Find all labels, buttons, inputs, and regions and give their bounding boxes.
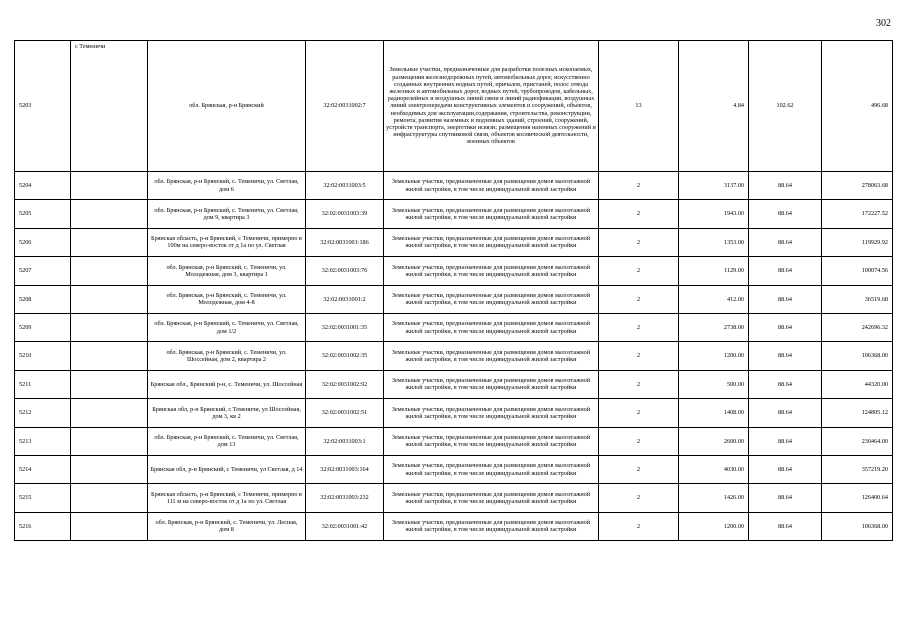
page-number: 302 [876, 18, 891, 29]
area-cell: 412.00 [679, 285, 749, 313]
address-cell: обл. Брянская, р-н Брянский, с. Теменичи, ул. Светлая, дом 6 [148, 172, 306, 200]
locality-prefix [71, 172, 148, 200]
cadastral-value-cell: 44320.00 [822, 370, 893, 398]
cadastral-value-cell: 126400.64 [822, 484, 893, 512]
cadastral-number-cell: 32:02:0031001:42 [306, 512, 384, 540]
table-body [15, 41, 893, 541]
area-cell: 2600.00 [679, 427, 749, 455]
cadastral-value-cell: 119929.92 [822, 228, 893, 256]
locality-prefix [71, 228, 148, 256]
row-number: 5214 [15, 455, 71, 483]
cadastral-value-cell: 100074.56 [822, 257, 893, 285]
cadastral-value-cell: 124805.12 [822, 399, 893, 427]
specific-value-cell: 88.64 [749, 427, 822, 455]
land-use-cell: Земельные участки, предназначенные для размещения домов малоэтажной жилой застройки, в том числе индивидуальной жилой застройки [384, 285, 599, 313]
area-cell: 3137.00 [679, 172, 749, 200]
row-number: 5209 [15, 313, 71, 341]
table-row [15, 370, 893, 398]
land-use-cell: Земельные участки, предназначенные для размещения домов малоэтажной жилой застройки, в том числе индивидуальной жилой застройки [384, 200, 599, 228]
address-cell: обл. Брянская, р-н Брянский [148, 41, 306, 172]
locality-prefix [71, 41, 148, 172]
locality-note: с Теменичи [75, 43, 106, 51]
row-number: 5210 [15, 342, 71, 370]
land-use-cell: Земельные участки, предназначенные для размещения домов малоэтажной жилой застройки, в том числе индивидуальной жилой застройки [384, 512, 599, 540]
area-cell: 1353.00 [679, 228, 749, 256]
cadastral-number-cell: 32:02:0031003:5 [306, 172, 384, 200]
table-row [15, 427, 893, 455]
group-code-cell: 2 [599, 313, 679, 341]
table-row [15, 399, 893, 427]
cadastral-number-cell: 32:02:0031001:2 [306, 285, 384, 313]
land-use-cell: Земельные участки, предназначенные для размещения домов малоэтажной жилой застройки, в том числе индивидуальной жилой застройки [384, 455, 599, 483]
row-number: 5211 [15, 370, 71, 398]
locality-prefix [71, 313, 148, 341]
group-code-cell: 2 [599, 427, 679, 455]
address-cell: обл. Брянская, р-н Брянский, с. Теменичи, ул. Светлая, дом 9, квартира 3 [148, 200, 306, 228]
locality-prefix [71, 370, 148, 398]
specific-value-cell: 88.64 [749, 200, 822, 228]
group-code-cell: 2 [599, 228, 679, 256]
land-use-cell: Земельные участки, предназначенные для размещения домов малоэтажной жилой застройки, в том числе индивидуальной жилой застройки [384, 228, 599, 256]
row-number: 5213 [15, 427, 71, 455]
table-row [15, 172, 893, 200]
table-row [15, 484, 893, 512]
cadastral-number-cell: 32:02:0031003:39 [306, 200, 384, 228]
address-cell: Брянская обл, р-н Брянский, с Теменичи, ул Светлая, д 14 [148, 455, 306, 483]
locality-prefix [71, 285, 148, 313]
cadastral-number-cell: 32:02:0031001:186 [306, 228, 384, 256]
address-cell: Брянская обл, р-н Брянский, с Теменичи, ул Шоссейная, дом 3, кв 2 [148, 399, 306, 427]
area-cell: 1426.00 [679, 484, 749, 512]
cadastral-number-cell: 32:02:0031003:76 [306, 257, 384, 285]
cadastral-value-table [14, 40, 893, 541]
land-use-cell: Земельные участки, предназначенные для разработки полезных ископаемых, размещения железнодорожных путей, автомобильных дорог, искусственно созданных внутренних водных путей, причалов, пристаней, полос отвода железных и автомобильных дорог, водных путей, трубопроводов, кабельных, радиорелейных и воздушных линий связи и линий радиофикации, воздушных линий электропередачи конструктивных элементов и сооружений, объектов, необходимых для эксплуатации,содержания, строительства, реконструкции, ремонта, развития наземных и подземных зданий, строений, сооружений, устройств транспорта, энергетики исвязи; размещения наземных сооружений и инфраструктуры спутниковой связи, объектов космической деятельности, военных объектов [384, 41, 599, 172]
address-cell: обл. Брянская, р-н Брянский, с. Теменичи, ул. Лесная, дом 8 [148, 512, 306, 540]
cadastral-number-cell: 32:02:0031002:92 [306, 370, 384, 398]
group-code-cell: 2 [599, 200, 679, 228]
table-row [15, 512, 893, 540]
specific-value-cell: 88.64 [749, 228, 822, 256]
table-row [15, 200, 893, 228]
address-cell: обл. Брянская, р-н Брянский, с. Теменичи, ул. Светлая, дом 1/2 [148, 313, 306, 341]
specific-value-cell: 88.64 [749, 342, 822, 370]
row-number: 5216 [15, 512, 71, 540]
locality-prefix [71, 200, 148, 228]
cadastral-number-cell: 32:02:0031001:35 [306, 313, 384, 341]
cadastral-value-cell: 242696.32 [822, 313, 893, 341]
locality-prefix [71, 484, 148, 512]
row-number: 5206 [15, 228, 71, 256]
group-code-cell: 2 [599, 257, 679, 285]
area-cell: 1200.00 [679, 512, 749, 540]
specific-value-cell: 88.64 [749, 455, 822, 483]
cadastral-value-cell: 357219.20 [822, 455, 893, 483]
group-code-cell: 2 [599, 484, 679, 512]
land-use-cell: Земельные участки, предназначенные для размещения домов малоэтажной жилой застройки, в том числе индивидуальной жилой застройки [384, 342, 599, 370]
group-code-cell: 2 [599, 172, 679, 200]
address-cell: обл. Брянская, р-н Брянский, с. Теменичи, ул. Молодежная, дом 3, квартира 1 [148, 257, 306, 285]
land-use-cell: Земельные участки, предназначенные для размещения домов малоэтажной жилой застройки, в том числе индивидуальной жилой застройки [384, 484, 599, 512]
cadastral-number-cell: 32:02:0031003:232 [306, 484, 384, 512]
table-row [15, 313, 893, 341]
table-row [15, 228, 893, 256]
locality-prefix [71, 427, 148, 455]
cadastral-number-cell: 32:02:0031002:51 [306, 399, 384, 427]
row-number: 5207 [15, 257, 71, 285]
area-cell: 2738.00 [679, 313, 749, 341]
row-number: 5208 [15, 285, 71, 313]
locality-prefix [71, 399, 148, 427]
table-row [15, 342, 893, 370]
land-use-cell: Земельные участки, предназначенные для размещения домов малоэтажной жилой застройки, в том числе индивидуальной жилой застройки [384, 399, 599, 427]
cadastral-value-cell: 278063.68 [822, 172, 893, 200]
specific-value-cell: 88.64 [749, 313, 822, 341]
locality-prefix [71, 342, 148, 370]
cadastral-number-cell: 32:02:0031003:164 [306, 455, 384, 483]
area-cell: 1129.00 [679, 257, 749, 285]
specific-value-cell: 88.64 [749, 285, 822, 313]
cadastral-number-cell: 32:02:0031003:1 [306, 427, 384, 455]
land-use-cell: Земельные участки, предназначенные для размещения домов малоэтажной жилой застройки, в том числе индивидуальной жилой застройки [384, 313, 599, 341]
specific-value-cell: 88.64 [749, 370, 822, 398]
land-use-cell: Земельные участки, предназначенные для размещения домов малоэтажной жилой застройки, в том числе индивидуальной жилой застройки [384, 172, 599, 200]
table-row [15, 285, 893, 313]
row-number: 5204 [15, 172, 71, 200]
table-row [15, 455, 893, 483]
group-code-cell: 2 [599, 370, 679, 398]
specific-value-cell: 88.64 [749, 257, 822, 285]
table-row [15, 257, 893, 285]
locality-prefix [71, 455, 148, 483]
address-cell: обл. Брянская, р-н Брянский, с. Теменичи, ул. Светлая, дом 13 [148, 427, 306, 455]
land-use-cell: Земельные участки, предназначенные для размещения домов малоэтажной жилой застройки, в том числе индивидуальной жилой застройки [384, 427, 599, 455]
row-number: 5215 [15, 484, 71, 512]
table-row [15, 41, 893, 172]
row-number: 5205 [15, 200, 71, 228]
area-cell: 500.00 [679, 370, 749, 398]
locality-prefix [71, 257, 148, 285]
group-code-cell: 2 [599, 342, 679, 370]
land-use-cell: Земельные участки, предназначенные для размещения домов малоэтажной жилой застройки, в том числе индивидуальной жилой застройки [384, 257, 599, 285]
area-cell: 1943.00 [679, 200, 749, 228]
address-cell: Брянская область, р-н Брянский, с Теменичи, примерно в 111 м на северо-восток от д 1а по ул. Светлая [148, 484, 306, 512]
address-cell: обл. Брянская, р-н Брянский, с. Теменичи, ул. Шоссейная, дом 2, квартира 2 [148, 342, 306, 370]
address-cell: Брянская обл., Брянский р-н, с. Теменичи, ул. Шоссейная [148, 370, 306, 398]
group-code-cell: 2 [599, 455, 679, 483]
row-number: 5203 [15, 41, 71, 172]
locality-prefix [71, 512, 148, 540]
specific-value-cell: 88.64 [749, 399, 822, 427]
cadastral-value-cell: 106368.00 [822, 512, 893, 540]
group-code-cell: 2 [599, 512, 679, 540]
area-cell: 4.84 [679, 41, 749, 172]
cadastral-value-cell: 230464.00 [822, 427, 893, 455]
area-cell: 1200.00 [679, 342, 749, 370]
cadastral-value-cell: 106368.00 [822, 342, 893, 370]
area-cell: 1408.00 [679, 399, 749, 427]
land-use-cell: Земельные участки, предназначенные для размещения домов малоэтажной жилой застройки, в том числе индивидуальной жилой застройки [384, 370, 599, 398]
address-cell: обл. Брянская, р-н Брянский, с. Теменичи, ул. Молодежная, дом 4-8 [148, 285, 306, 313]
row-number: 5212 [15, 399, 71, 427]
group-code-cell: 2 [599, 399, 679, 427]
specific-value-cell: 102.62 [749, 41, 822, 172]
area-cell: 4030.00 [679, 455, 749, 483]
specific-value-cell: 88.64 [749, 484, 822, 512]
address-cell: Брянская область, р-н Брянский, с Теменичи, примерно в 100м на северо-восток от д 1а по ул. Светлая [148, 228, 306, 256]
cadastral-value-cell: 36519.68 [822, 285, 893, 313]
cadastral-value-cell: 172227.52 [822, 200, 893, 228]
cadastral-number-cell: 32:02:0031002:7 [306, 41, 384, 172]
specific-value-cell: 88.64 [749, 172, 822, 200]
specific-value-cell: 88.64 [749, 512, 822, 540]
group-code-cell: 2 [599, 285, 679, 313]
cadastral-value-cell: 496.68 [822, 41, 893, 172]
group-code-cell: 13 [599, 41, 679, 172]
cadastral-number-cell: 32:02:0031002:35 [306, 342, 384, 370]
